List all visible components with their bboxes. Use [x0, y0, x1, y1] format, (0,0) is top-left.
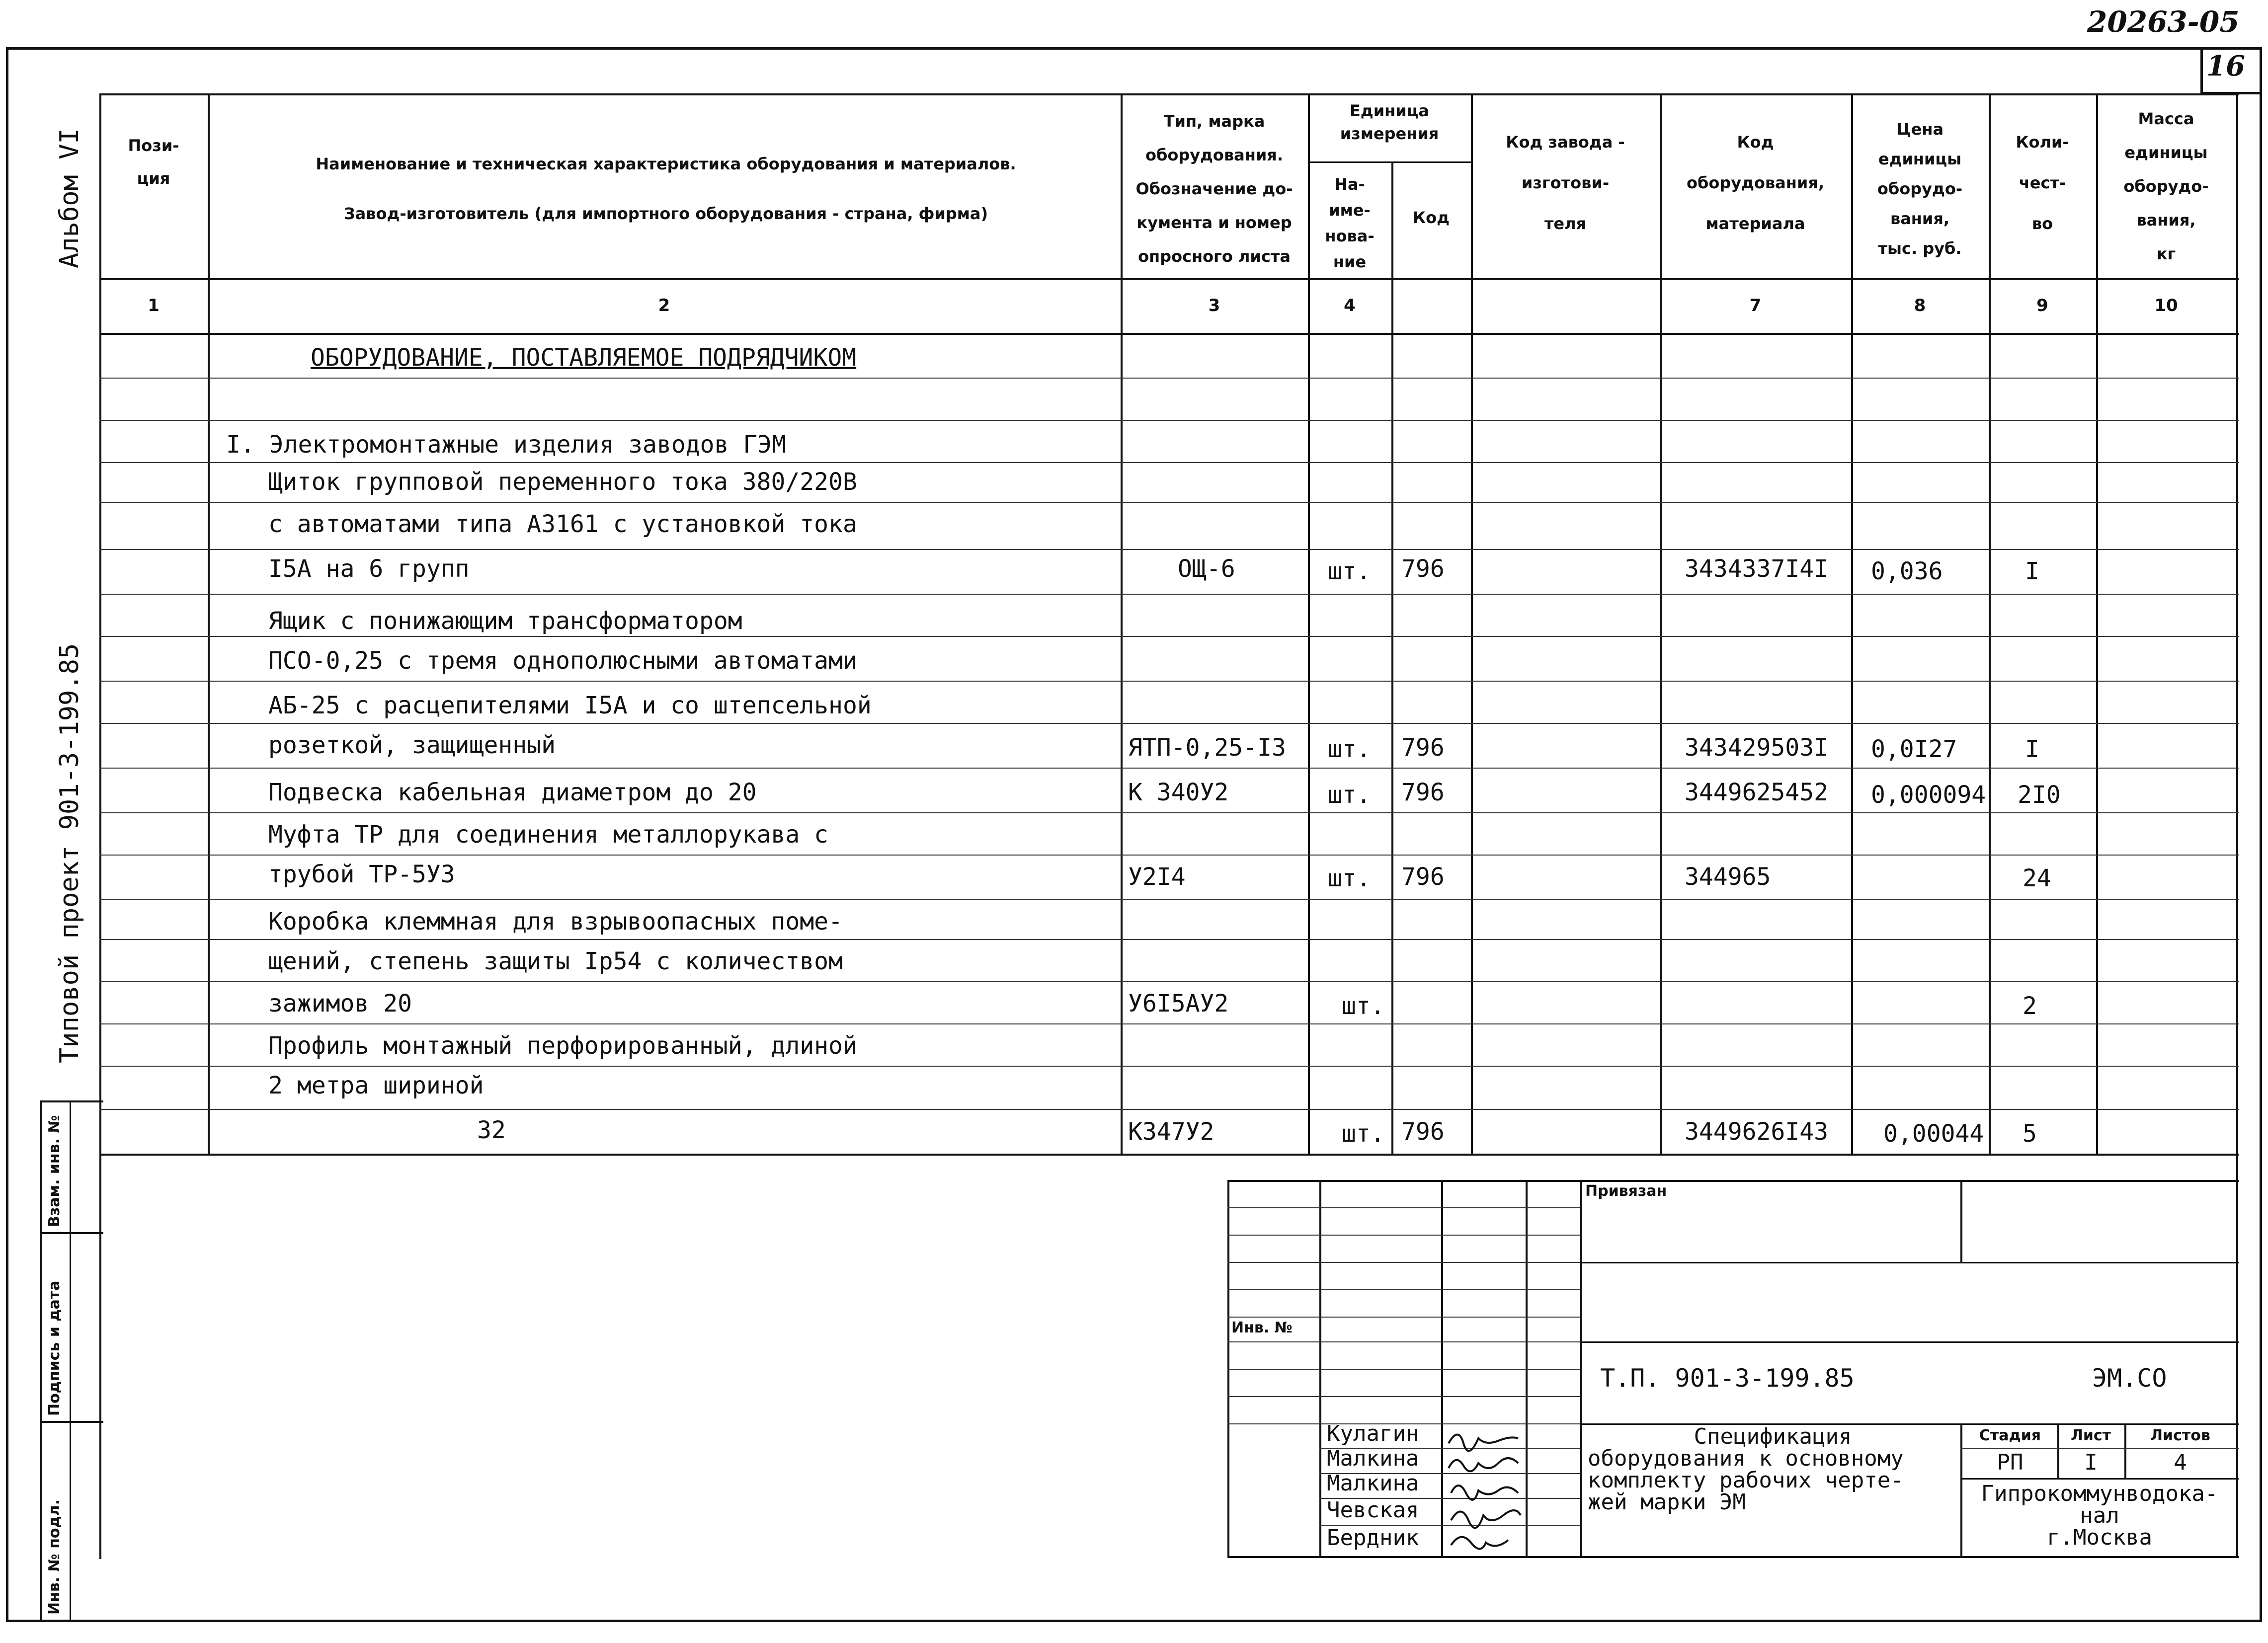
row-price: 0,000094 [1871, 781, 1986, 809]
signatures-image [1444, 1423, 1526, 1555]
col-number: 8 [1914, 296, 1926, 315]
row-name: Ящик с понижающим трансформатором [268, 607, 742, 635]
project-label: Типовой проект 901-3-199.85 [55, 643, 84, 1063]
row-code: 344965 [1685, 863, 1771, 891]
col-number: 1 [148, 296, 160, 315]
sheets-value: 4 [2174, 1450, 2187, 1475]
row-price: 0,0I27 [1871, 735, 1957, 763]
row-price: 0,00044 [1883, 1120, 1984, 1148]
row-name: 32 [477, 1116, 506, 1144]
header-equipment-code: Код оборудования, материала [1687, 133, 1824, 233]
row-type: У2I4 [1128, 863, 1186, 891]
row-name: с автоматами типа А3161 с установкой тока [268, 510, 857, 538]
header-mass: Масса единицы оборудо- вания, кг [2123, 109, 2209, 263]
row-type: К 340У2 [1128, 779, 1229, 806]
inv-no-label: Инв. № [1231, 1319, 1293, 1336]
organization: Гипрокоммунводока- нал г.Москва [1981, 1481, 2218, 1550]
stage-label: Стадия [1979, 1427, 2041, 1444]
row-type: К347У2 [1128, 1118, 1215, 1146]
row-unit-code: 796 [1401, 555, 1445, 583]
row-name: ПСО-0,25 с тремя однополюсными автоматами [268, 647, 857, 675]
signer-name: Малкина [1327, 1471, 1419, 1496]
col-number: 4 [1344, 296, 1356, 315]
row-unit: шт. [1342, 1120, 1385, 1148]
sheet-label: Лист [2070, 1427, 2111, 1444]
header-plant-code: Код завода - изготови- теля [1506, 133, 1625, 233]
row-name: Муфта ТР для соединения металлорукава с [268, 821, 829, 849]
row-unit: шт. [1342, 992, 1385, 1020]
stage-value: РП [1997, 1450, 2024, 1475]
row-unit-code: 796 [1401, 863, 1445, 891]
row-qty: I [2025, 557, 2039, 585]
header-unit: Единица измерения [1340, 101, 1439, 143]
header-name: Наименование и техническая характеристика оборудования и материалов. Завод-изготовитель (для импортного оборудования - страна, фирма) [316, 155, 1016, 223]
header-type: Тип, марка оборудования. Обозначение до- кумента и номер опросного листа [1135, 112, 1293, 266]
row-type: ОЩ-6 [1178, 555, 1235, 583]
header-unit-code: Код [1413, 208, 1450, 227]
row-name: Подвеска кабельная диаметром до 20 [268, 779, 757, 806]
row-name: розеткой, защищенный [268, 731, 556, 759]
row-qty: I [2025, 735, 2039, 763]
row-unit-code: 796 [1401, 1118, 1445, 1146]
row-qty: 5 [2023, 1120, 2037, 1148]
sheets-label: Листов [2150, 1427, 2210, 1444]
row-qty: 2 [2023, 992, 2037, 1020]
header-quantity: Коли- чест- во [2016, 133, 2069, 233]
podpis-data-label: Подпись и дата [46, 1280, 63, 1416]
signer-name: Кулагин [1327, 1421, 1419, 1446]
row-qty: 24 [2023, 864, 2051, 892]
row-qty: 2I0 [2018, 781, 2061, 809]
document-mark: ЭМ.СО [2092, 1364, 2167, 1393]
album-label: Альбом VI [55, 128, 84, 268]
row-unit: шт. [1328, 557, 1371, 585]
row-unit-code: 796 [1401, 779, 1445, 806]
row-name: Щиток групповой переменного тока 380/220В [268, 468, 857, 496]
row-price: 0,036 [1871, 557, 1943, 585]
col-number: 9 [2036, 296, 2048, 315]
privyazan-label: Привязан [1585, 1182, 1667, 1200]
row-name: зажимов 20 [268, 990, 412, 1017]
row-name: щений, степень защиты Ip54 с количеством [268, 947, 843, 975]
row-unit: шт. [1328, 781, 1371, 809]
row-name: трубой ТР-5У3 [268, 861, 455, 888]
row-name: АБ-25 с расцепителями I5A и со штепсельной [268, 692, 872, 719]
row-type: ЯТП-0,25-I3 [1128, 734, 1286, 762]
signer-name: Малкина [1327, 1446, 1419, 1471]
section-title: ОБОРУДОВАНИЕ, ПОСТАВЛЯЕМОЕ ПОДРЯДЧИКОМ [311, 344, 857, 372]
header-price: Цена единицы оборудо- вания, тыс. руб. [1877, 120, 1963, 258]
sheet-value: I [2084, 1450, 2098, 1475]
row-name: Профиль монтажный перфорированный, длиной [268, 1032, 857, 1060]
signer-name: Бердник [1327, 1525, 1419, 1551]
designation: Т.П. 901-3-199.85 [1600, 1364, 1855, 1393]
col-number: 10 [2154, 296, 2178, 315]
header-position: Пози- ция [128, 136, 179, 188]
row-code: 3449626I43 [1685, 1118, 1828, 1146]
row-unit: шт. [1328, 864, 1371, 892]
row-type: У6I5АУ2 [1128, 990, 1229, 1017]
col-number: 3 [1208, 296, 1220, 315]
inv-podl-label: Инв. № подл. [46, 1499, 63, 1615]
row-code: 343429503I [1685, 734, 1828, 762]
row-name: I5A на 6 групп [268, 555, 470, 583]
row-name: 2 метра шириной [268, 1072, 484, 1099]
signer-name: Чевская [1327, 1497, 1419, 1523]
col-number: 2 [658, 296, 670, 315]
vzam-inv-label: Взам. инв. № [46, 1115, 63, 1227]
row-code: 3449625452 [1685, 779, 1828, 806]
col-number: 7 [1749, 296, 1762, 315]
row-unit: шт. [1328, 735, 1371, 763]
row-code: 3434337I4I [1685, 555, 1828, 583]
header-unit-name: На- име- нова- ние [1325, 175, 1375, 271]
document-number: 20263-05 [2087, 5, 2240, 39]
row-name: I. Электромонтажные изделия заводов ГЭМ [226, 431, 787, 459]
sheet-number: 16 [2206, 50, 2245, 82]
row-unit-code: 796 [1401, 734, 1445, 762]
row-name: Коробка клеммная для взрывоопасных поме- [268, 908, 843, 936]
drawing-title: Спецификация оборудования к основному комплекту рабочих черте- жей марки ЭМ [1588, 1424, 1904, 1515]
